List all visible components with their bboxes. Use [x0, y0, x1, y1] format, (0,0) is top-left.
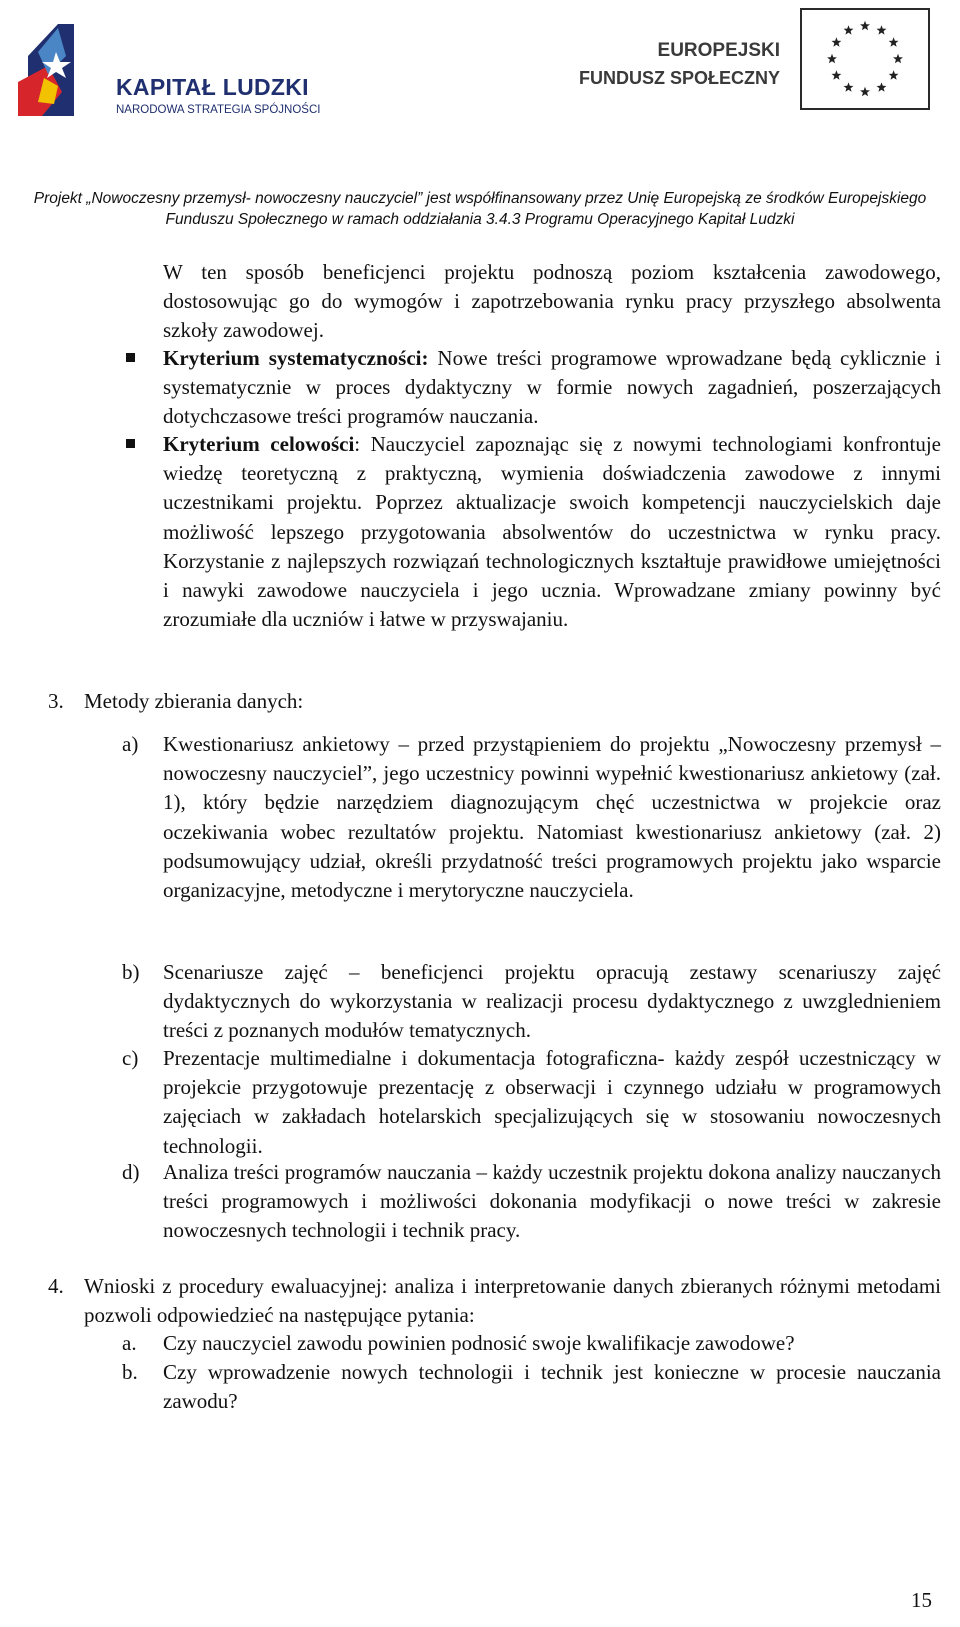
logo-title: KAPITAŁ LUDZKI [116, 74, 309, 100]
efs-logo [578, 8, 930, 118]
section-number: 4. [48, 1274, 64, 1298]
page-number: 15 [911, 1588, 932, 1612]
question-item: Czy wprowadzenie nowych technologii i technik jest konieczne w procesie nauczania zawodu? [163, 1360, 941, 1414]
efs-logo-line1: EUROPEJSKI [657, 40, 780, 61]
section-title: Metody zbierania danych: [84, 689, 304, 713]
criterion-text: : Nauczyciel zapoznając się z nowymi technologiami konfrontuje wiedzę teoretyczną z praktyczną, wymienia doświadczenia zawodowe z innymi uczestnikami projektu. Poprzez aktualizacje swoich kompetencji nauczycielskich daje możliwość lepszego przygotowania absolwentów do uczestnictwa w rynku pracy. Korzystanie z najlepszych rozwiązań technologicznych kształtuje prawidłowe umiejętności i nawyki zawodowe nauczyciela i jego ucznia. Wprowadzane zmiany powinny być zrozumiałe dla uczniów i łatwe w przyswajaniu. [163, 432, 941, 632]
method-item: Scenariusze zajęć – beneficjenci projektu opracują zestawy scenariuszy zajęć dydaktycznych do wykorzystania w realizacji procesu dydaktycznego z uwzglednieniem treści z poznanych modułów tematycznych. [163, 960, 941, 1043]
eu-star-icon [831, 70, 841, 79]
criterion-purposefulness [163, 430, 941, 634]
eu-star-icon [877, 25, 887, 34]
list-marker: b. [122, 1360, 138, 1384]
criterion-term: Kryterium celowości [163, 432, 355, 456]
eu-star-icon [877, 82, 887, 91]
conclusions-paragraph: Wnioski z procedury ewaluacyjnej: analiza i interpretowanie danych zbieranych różnymi metodami pozwoli odpowiedzieć na następujące pytania: [84, 1274, 941, 1328]
eu-star-icon [860, 21, 870, 30]
eu-star-icon [827, 54, 837, 63]
section-number: 3. [48, 689, 64, 713]
eu-star-icon [860, 87, 870, 96]
logo-subtitle: NARODOWA STRATEGIA SPÓJNOŚCI [116, 104, 321, 116]
eu-star-icon [831, 37, 841, 46]
eu-star-icon [889, 70, 899, 79]
efs-logo-line2: FUNDUSZ SPOŁECZNY [578, 68, 780, 88]
bullet-square-icon [126, 353, 135, 362]
kapital-ludzki-logo [18, 22, 338, 122]
eu-star-icon [844, 82, 854, 91]
project-note-line1: Projekt „Nowoczesny przemysł- nowoczesny nauczyciel” jest współfinansowany przez Unię Europejską ze środków Europejskiego [33, 190, 927, 207]
list-marker: d) [122, 1160, 140, 1184]
question-item: Czy nauczyciel zawodu powinien podnosić swoje kwalifikacje zawodowe? [163, 1331, 795, 1355]
intro-paragraph: W ten sposób beneficjenci projektu podnoszą poziom kształcenia zawodowego, dostosowując go do wymogów i zapotrzebowania rynku pracy przyszłego absolwenta szkoły zawodowej. [163, 260, 941, 343]
criterion-systematicity [163, 344, 941, 432]
list-marker: b) [122, 960, 140, 984]
method-item: Kwestionariusz ankietowy – przed przystąpieniem do projektu „Nowoczesny przemysł – nowoczesny nauczyciel”, jego uczestnicy powinni wypełnić kwestionariusz ankietowy (zał. 1), który będzie narzędziem diagnozującym chęć uczestnictwa w projekcie oraz oczekiwania wobec rezultatów projektu. Natomiast kwestionariusz ankietowy (zał. 2) podsumowujący udział, określi przydatność treści programowych projektu jako wsparcie organizacyjne, metodyczne i merytoryczne nauczyciela. [163, 732, 941, 903]
kapital-ludzki-emblem-icon [18, 22, 98, 118]
list-marker: a) [122, 732, 139, 756]
eu-star-icon [844, 25, 854, 34]
bullet-square-icon [126, 439, 135, 448]
criterion-text: Nowe treści programowe wprowadzane będą cyklicznie i systematycznie w proces dydaktyczny w formie nowych zagadnień, poszerzających dotychczasowe treści programów nauczania. [163, 346, 941, 429]
eu-star-icon [893, 54, 903, 63]
method-item: Prezentacje multimedialne i dokumentacja fotograficzna- każdy zespół uczestniczący w projekcie przygotowuje prezentację z obserwacji i czynnego udziału w programowych zajęciach w zakładach hotelarskich specjalizujących się w stosowaniu nowoczesnych technologii. [163, 1046, 941, 1158]
project-funding-note [0, 188, 960, 230]
list-marker: a. [122, 1331, 137, 1355]
method-item: Analiza treści programów nauczania – każdy uczestnik projektu dokona analizy nauczanych treści programowych i możliwości dokonania modyfikacji o nowe treści w zakresie nowoczesnych technologii i technik pracy. [163, 1160, 941, 1243]
eu-flag-icon [800, 8, 930, 110]
project-note-line2: Funduszu Społecznego w ramach oddziałania 3.4.3 Programu Operacyjnego Kapitał Ludzki [165, 211, 795, 228]
criterion-term: Kryterium systematyczności: [163, 346, 429, 370]
eu-star-icon [889, 37, 899, 46]
list-marker: c) [122, 1046, 139, 1070]
